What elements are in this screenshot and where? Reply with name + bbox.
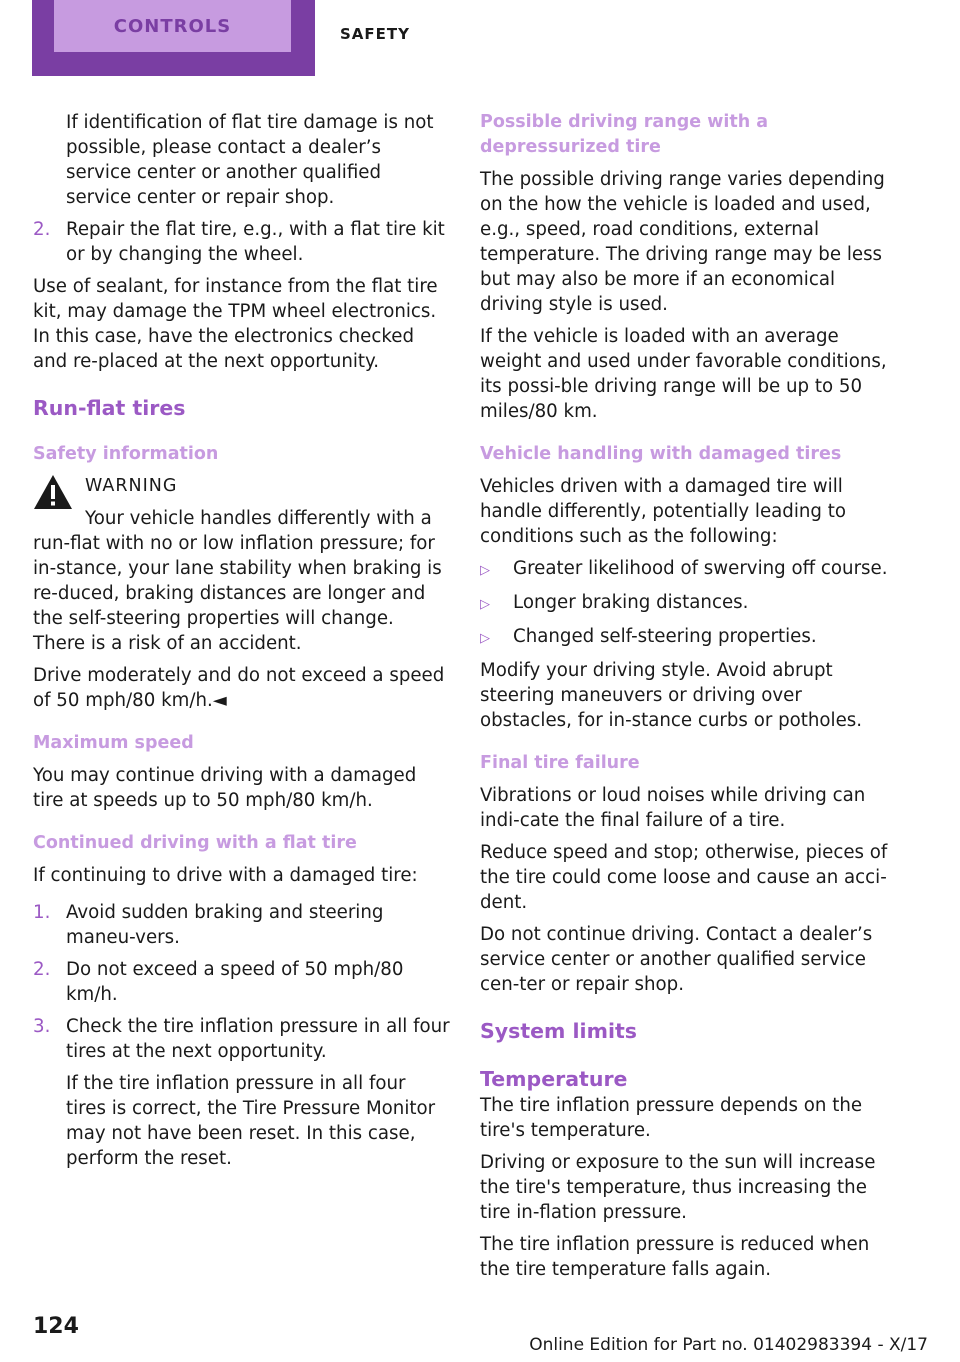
footer-edition: Online Edition for Part no. 01402983394 - X/17: [529, 1335, 928, 1355]
list-number: 3.: [33, 1016, 51, 1037]
list-item-step-2b: [33, 957, 451, 1007]
warning-drive-moderately: Drive moderately and do not exceed a speed of 50 mph/80 km/h.◄: [33, 665, 445, 711]
warning-triangle-icon: [33, 474, 73, 510]
temperature-paragraph-3: The tire inflation pressure is reduced when the tire temperature falls again.: [480, 1234, 870, 1280]
list-text: Repair the flat tire, e.g., with a flat tire kit or by changing the wheel.: [66, 219, 445, 265]
intro-paragraph: If identification of flat tire damage is not possible, please contact a dealer’s service center or another qualified service center or repair shop.: [66, 112, 434, 208]
heading-vehicle-handling: Vehicle handling with damaged tires: [480, 444, 842, 464]
list-text: Greater likelihood of swerving off course.: [513, 558, 888, 579]
triangle-bullet-icon: ▷: [480, 563, 490, 578]
list-text: Do not exceed a speed of 50 mph/80 km/h.: [66, 959, 404, 1005]
list-item: [480, 556, 895, 583]
tab-controls[interactable]: [32, 0, 315, 76]
tab-controls-inner: [54, 0, 291, 52]
list-item-step-3: [33, 1014, 451, 1064]
heading-final-tire-failure: Final tire failure: [480, 753, 640, 773]
step-3-subparagraph: If the tire inflation pressure in all four tires is correct, the Tire Pressure Monitor may not have been reset. In this case, perform the reset.: [66, 1073, 436, 1169]
continued-driving-paragraph: If continuing to drive with a damaged tire:: [33, 865, 418, 886]
heading-run-flat-tires: Run-flat tires: [33, 396, 186, 420]
heading-maximum-speed: Maximum speed: [33, 733, 194, 753]
final-paragraph-1: Vibrations or loud noises while driving can indi‐cate the final failure of a tire.: [480, 785, 866, 831]
final-paragraph-2: Reduce speed and stop; otherwise, pieces of the tire could come loose and cause an acci‐dent.: [480, 842, 888, 913]
list-item: [480, 590, 895, 617]
page-number: 124: [33, 1314, 79, 1339]
left-column: [33, 110, 451, 1178]
header-tabs: [32, 0, 672, 76]
triangle-bullet-icon: ▷: [480, 631, 490, 646]
warning-text: run-flat with no or low inflation pressure; for in‐stance, your lane stability when braking is re‐duced, braking distances are longer and the self-steering properties will change. There is a risk of an accident.: [33, 533, 442, 654]
list-number: 2.: [33, 959, 51, 980]
heading-driving-range: Possible driving range with a depressurized tire: [480, 112, 769, 157]
triangle-bullet-icon: ▷: [480, 597, 490, 612]
modify-paragraph: Modify your driving style. Avoid abrupt steering maneuvers or driving over obstacles, for in‐stance curbs or potholes.: [480, 660, 863, 731]
tab-safety[interactable]: SAFETY: [340, 25, 410, 43]
maximum-speed-paragraph: You may continue driving with a damaged tire at speeds up to 50 mph/80 km/h.: [33, 765, 417, 811]
list-text: Longer braking distances.: [513, 592, 749, 613]
handling-paragraph: Vehicles driven with a damaged tire will handle differently, potentially leading to conditions such as the following:: [480, 476, 846, 547]
list-text: Check the tire inflation pressure in all four tires at the next opportunity.: [66, 1016, 450, 1062]
list-item-step-2: [33, 217, 451, 267]
temperature-paragraph-2: Driving or exposure to the sun will increase the tire's temperature, thus increasing the tire in‐flation pressure.: [480, 1152, 876, 1223]
warning-text-line1: Your vehicle handles differently with a: [85, 508, 432, 529]
warning-title: WARNING: [85, 476, 178, 496]
list-text: Avoid sudden braking and steering maneu‐vers.: [66, 902, 384, 948]
list-number: 1.: [33, 902, 51, 923]
range-paragraph-2: If the vehicle is loaded with an average weight and used under favorable conditions, its possi‐ble driving range will be up to 50 miles/80 km.: [480, 326, 887, 422]
final-paragraph-3: Do not continue driving. Contact a dealer’s service center or another qualified service cen‐ter or repair shop.: [480, 924, 873, 995]
tab-controls-label: CONTROLS: [113, 15, 232, 37]
heading-system-limits: System limits: [480, 1019, 637, 1043]
list-number: 2.: [33, 219, 51, 240]
heading-continued-driving: Continued driving with a flat tire: [33, 833, 357, 853]
warning-block: [33, 474, 451, 713]
right-column: [480, 110, 895, 1289]
sealant-paragraph: Use of sealant, for instance from the flat tire kit, may damage the TPM wheel electronics. In this case, have the electronics checked and re‐placed at the next opportunity.: [33, 276, 438, 372]
list-item-step-1: [33, 900, 451, 950]
heading-safety-information: Safety information: [33, 444, 219, 464]
list-text: Changed self-steering properties.: [513, 626, 817, 647]
temperature-paragraph-1: The tire inflation pressure depends on the tire's temperature.: [480, 1095, 863, 1141]
list-item: [480, 624, 895, 651]
range-paragraph-1: The possible driving range varies depending on the how the vehicle is loaded and used, e.g., speed, road conditions, external temperature. The driving range may be less but may also be more if an economical driving style is used.: [480, 169, 885, 315]
heading-temperature: Temperature: [480, 1067, 628, 1091]
